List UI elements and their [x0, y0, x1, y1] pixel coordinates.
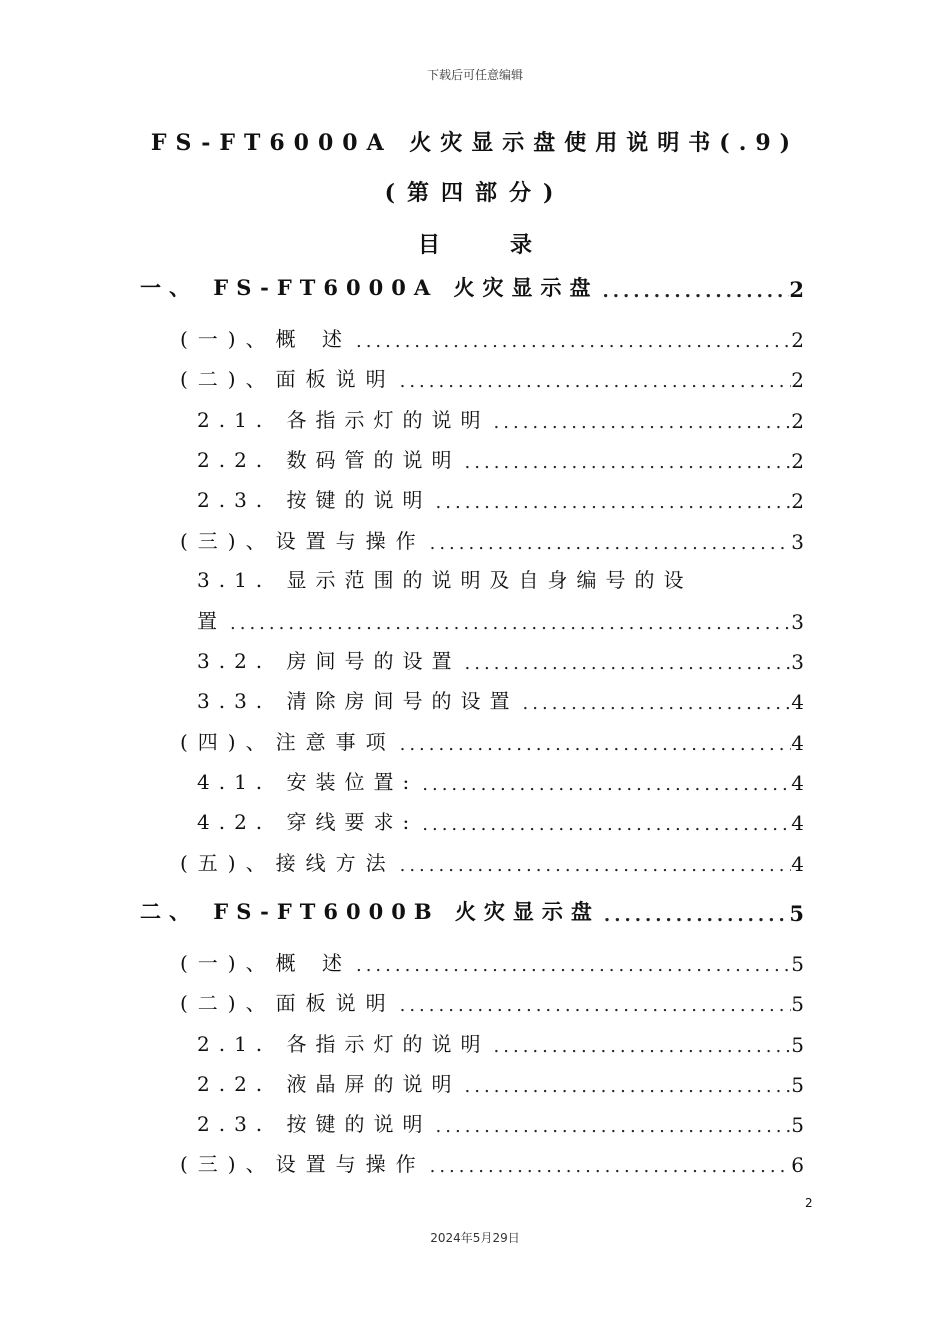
- toc-entry-text: (五)、接线方法: [180, 850, 396, 875]
- toc-entry-text: (一)、概 述: [180, 950, 352, 975]
- toc-entry-text: 2.1. 各指示灯的说明: [197, 407, 490, 432]
- toc-entry-page: 2: [791, 328, 804, 352]
- toc-entry[interactable]: [180, 1147, 804, 1177]
- toc-entry[interactable]: [180, 725, 804, 755]
- toc-leader-dots: [432, 1116, 792, 1137]
- toc-entry-page: 6: [791, 1153, 804, 1178]
- page-number: 2: [805, 1196, 813, 1210]
- toc-heading: [0, 228, 950, 259]
- toc-entry[interactable]: [197, 644, 804, 674]
- toc-entry[interactable]: [140, 896, 804, 926]
- toc-leader-dots: [396, 734, 792, 755]
- toc-entry-text: (二)、面板说明: [180, 991, 396, 1016]
- toc-entry-text: 3.2. 房间号的设置: [197, 649, 461, 674]
- toc-entry[interactable]: [197, 1067, 804, 1097]
- toc-leader-dots: [418, 774, 791, 795]
- toc-entry-text: 3.1. 显示范围的说明及自身编号的设: [197, 567, 693, 592]
- toc-entry-page: 5: [791, 1072, 804, 1097]
- toc-entry-text: (一)、概 述: [180, 327, 352, 351]
- toc-heading-left: 目: [417, 232, 440, 258]
- toc-entry[interactable]: [197, 604, 804, 634]
- toc-leader-dots: [418, 814, 791, 835]
- toc-leader-dots: [226, 613, 791, 634]
- toc-leader-dots: [490, 412, 792, 433]
- toc-entry[interactable]: [197, 403, 804, 433]
- toc-entry-text: 一、 FS-FT6000A 火灾显示盘: [140, 275, 599, 300]
- toc-entry-text: 2.3. 按键的说明: [197, 1112, 432, 1137]
- toc-entry[interactable]: [180, 846, 804, 876]
- toc-entry-page: 5: [791, 1113, 804, 1138]
- toc-leader-dots: [396, 855, 792, 876]
- document-subtitle: (第四部分): [384, 180, 566, 206]
- toc-entry[interactable]: [197, 483, 804, 513]
- toc-entry-page: 4: [791, 811, 804, 836]
- toc-entry-page: 2: [791, 408, 804, 433]
- toc-entry-text: 置: [197, 608, 226, 633]
- toc-entry[interactable]: [197, 1107, 804, 1137]
- toc-entry[interactable]: [180, 986, 804, 1016]
- toc-entry-page: 3: [791, 529, 804, 554]
- toc-entry-text: 2.2. 数码管的说明: [197, 447, 461, 472]
- toc-heading-right: 录: [510, 232, 533, 258]
- toc-entry-page: 5: [789, 900, 804, 926]
- toc-leader-dots: [352, 955, 791, 976]
- toc-leader-dots: [426, 533, 792, 554]
- toc-leader-dots: [352, 331, 791, 352]
- toc-entry-page: 4: [791, 771, 804, 795]
- toc-entry-page: 4: [791, 690, 804, 715]
- toc-leader-dots: [519, 693, 792, 714]
- toc-entry-text: 4.1. 安装位置:: [197, 770, 419, 794]
- toc-entry[interactable]: [180, 362, 804, 392]
- toc-entry-text: (三)、设置与操作: [180, 528, 426, 553]
- page-header: 下载后可任意编辑: [426, 68, 523, 82]
- toc-entry-page: 2: [791, 448, 804, 473]
- toc-entry-page: 4: [791, 851, 804, 876]
- toc-entry[interactable]: [180, 946, 804, 976]
- toc-entry-page: 4: [791, 730, 804, 755]
- toc-entry-page: 5: [791, 1032, 804, 1057]
- toc-leader-dots: [461, 1076, 792, 1097]
- toc-leader-dots: [600, 905, 789, 926]
- toc-entry-text: 2.3. 按键的说明: [197, 488, 432, 513]
- toc-leader-dots: [461, 452, 792, 473]
- toc-entry-text: (三)、设置与操作: [180, 1152, 426, 1177]
- toc-entry-page: 3: [791, 650, 804, 675]
- toc-leader-dots: [598, 281, 789, 302]
- toc-entry-text: 2.1. 各指示灯的说明: [197, 1031, 490, 1056]
- toc-entry-page: 3: [791, 609, 804, 634]
- toc-entry-text: 4.2. 穿线要求:: [197, 810, 419, 835]
- toc-leader-dots: [490, 1036, 792, 1057]
- toc-leader-dots: [461, 653, 792, 674]
- toc-entry-text: 2.2. 液晶屏的说明: [197, 1071, 461, 1096]
- toc-entry[interactable]: [197, 765, 804, 795]
- toc-leader-dots: [432, 492, 792, 513]
- toc-entry[interactable]: [197, 805, 804, 835]
- toc-entry-text: 3.3. 清除房间号的设置: [197, 689, 519, 714]
- toc-entry-text: (四)、注意事项: [180, 729, 396, 754]
- document-title: FS-FT6000A 火灾显示盘使用说明书(.9): [150, 130, 800, 156]
- toc-leader-dots: [426, 1156, 792, 1177]
- toc-entry[interactable]: [197, 1027, 804, 1057]
- toc-entry[interactable]: [197, 684, 804, 714]
- toc-entry-page: 2: [789, 277, 804, 302]
- toc-leader-dots: [396, 995, 792, 1016]
- toc-entry-page: 2: [791, 489, 804, 514]
- toc-entry-page: 5: [791, 992, 804, 1017]
- toc-entry-text: 二、 FS-FT6000B 火灾显示盘: [140, 898, 600, 924]
- toc-entry[interactable]: [140, 272, 804, 302]
- toc-entry-page: 2: [791, 368, 804, 393]
- toc-entry[interactable]: [197, 443, 804, 473]
- toc-entry[interactable]: [180, 524, 804, 554]
- toc-entry[interactable]: [180, 322, 804, 352]
- toc-leader-dots: [396, 371, 792, 392]
- page-footer-date: 2024年5月29日: [430, 1231, 520, 1245]
- toc-entry-text: (二)、面板说明: [180, 367, 396, 392]
- toc-entry-page: 5: [791, 951, 804, 976]
